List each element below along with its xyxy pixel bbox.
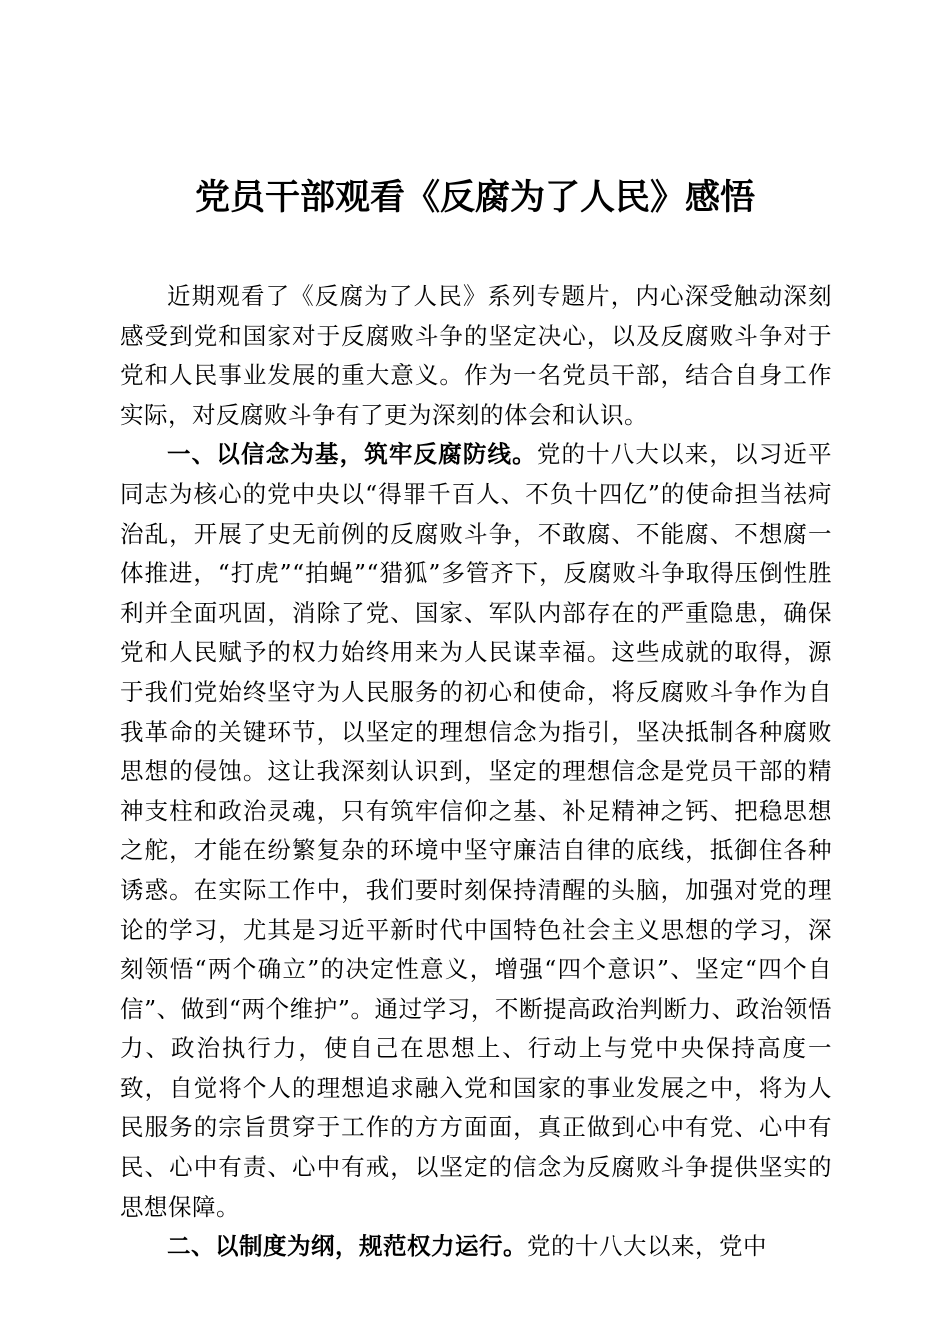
document-title: 党员干部观看《反腐为了人民》感悟 — [194, 177, 755, 218]
paragraph-intro — [120, 277, 832, 435]
section-two-text: 党的十八大以来，党中 — [527, 1232, 767, 1261]
document-body — [120, 277, 832, 1267]
paragraph-section-one — [120, 435, 832, 1227]
section-one-text: 党的十八大以来，以习近平同志为核心的党中央以“得罪千百人、不负十四亿”的使命担当祛疴治乱，开展了史无前例的反腐败斗争，不敢腐、不能腐、不想腐一体推进，“打虎”“拍蝇”“猎狐”多管齐下，反腐败斗争取得压倒性胜利并全面巩固，消除了党、国家、军队内部存在的严重隐患，确保党和人民赋予的权力始终用来为人民谋幸福。这些成就的取得，源于我们党始终坚守为人民服务的初心和使命，将反腐败斗争作为自我革命的关键环节，以坚定的理想信念为指引，坚决抵制各种腐败思想的侵蚀。这让我深刻认识到，坚定的理想信念是党员干部的精神支柱和政治灵魂，只有筑牢信仰之基、补足精神之钙、把稳思想之舵，才能在纷繁复杂的环境中坚守廉洁自律的底线，抵御住各种诱惑。在实际工作中，我们要时刻保持清醒的头脑，加强对党的理论的学习，尤其是习近平新时代中国特色社会主义思想的学习，深刻领悟“两个确立”的决定性意义，增强“四个意识”、坚定“四个自信”、做到“两个维护”。通过学习，不断提高政治判断力、政治领悟力、政治执行力，使自己在思想上、行动上与党中央保持高度一致，自觉将个人的理想追求融入党和国家的事业发展之中，将为人民服务的宗旨贯穿于工作的方方面面，真正做到心中有党、心中有民、心中有责、心中有戒，以坚定的信念为反腐败斗争提供坚实的思想保障。 — [120, 440, 833, 1221]
paragraph-intro-text: 近期观看了《反腐为了人民》系列专题片，内心深受触动深刻感受到党和国家对于反腐败斗争的坚定决心，以及反腐败斗争对于党和人民事业发展的重大意义。作为一名党员干部，结合自身工作实际，对反腐败斗争有了更为深刻的体会和认识。 — [120, 282, 832, 429]
section-two-heading: 二、以制度为纲，规范权力运行。 — [167, 1232, 527, 1261]
paragraph-section-two — [120, 1227, 832, 1267]
section-one-heading: 一、以信念为基，筑牢反腐防线。 — [167, 440, 537, 469]
